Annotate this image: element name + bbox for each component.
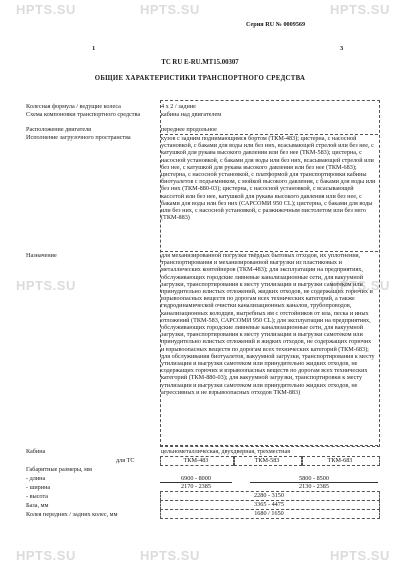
cabin-label: Кабина [26, 448, 46, 455]
page-number-right: 3 [340, 45, 344, 52]
cargo-value: кузов с задним поднимающимся бортом (ТКМ-483); цистерна, с насосной установкой, с баками для воды или без них, всасывающей стрелой или без нее, с катушкой для рукава высокого давления или без нее (ТКМ-583); цистерна, с насосной установкой, с баками для воды или без них, всасывающей стрелой или без нее, с катушкой для рукава высокого давления или без нее (ТКМ-683); цистерна, с насосной установкой, с платформой для транспортировки кабины биотуалетов с подъемником, с мойкой высокого давления, с баками для воды или без них (ТКМ-880-03); цистерна, с насосной установкой, с всасывающей кассетой или без нее, катушкой для рукава высокого давления или без нее, с баками для воды или без них (САРСОМИ 950 CL); цистерна, с баками для воды или без них, с насосной установкой, с разжижочным пистолетом или без него (ТКМ-883) [161, 135, 376, 222]
serial-number: Серия RU № 0009569 [246, 21, 306, 28]
watermark: HPTS.SU [330, 548, 390, 563]
layout-value: кабина над двигателем [161, 111, 222, 118]
wheel-formula-label: Колесная формула / ведущие колеса [26, 103, 121, 110]
watermark: HPTS.SU [330, 278, 390, 293]
model-name: ТКМ-683 [327, 457, 353, 464]
for-tc-label: для ТС [116, 457, 135, 464]
length-value: 5800 - 8500 [250, 475, 378, 483]
row-divider [160, 445, 378, 446]
cabin-value: цельнометаллическая, двухдверная, трехместная [161, 448, 291, 455]
layout-label: Схема компоновки транспортного средства [26, 111, 141, 118]
engine-label: Расположение двигателя [26, 126, 92, 133]
track-value: 1680 / 1650 [254, 510, 284, 517]
width-value: 2130 - 2385 [299, 483, 329, 490]
page-number-left: 1 [92, 45, 96, 52]
wheel-formula-value: 4 x 2 / задние [161, 103, 196, 110]
watermark: HPTS.SU [330, 2, 390, 17]
height-label: - высота [26, 493, 48, 500]
model-name: ТКМ-483 [183, 457, 209, 464]
purpose-label: Назначение [26, 252, 57, 259]
wheelbase-label: База, мм [26, 502, 49, 509]
cargo-label: Исполнение загрузочного пространства [26, 134, 131, 141]
length-label: - длина [26, 475, 46, 482]
engine-value: переднее продольное [161, 126, 217, 133]
watermark: HPTS.SU [16, 2, 76, 17]
wheelbase-value: 3365 - 4475 [254, 501, 284, 508]
purpose-value: для механизированной погрузки твёрдых бытовых отходов, их уплотнения, транспортирования и механизированной выгрузки из пластиковых и металлических контейнеров (ТКМ-483); для эксплуатации на предприятиях, обслуживающих городские ливневые канализационные сети, для вакуумной загрузки, транспортирования к месту утилизации и выгрузки самотеком или принудительно илистых отложений, жидких отходов, не содержащих горючих и взрывоопасных веществ по дорогам всех технических категорий, а также гидродинамической очистки канализационных каналов, трубопроводов, канализационных колодцев, выгребных ям с отстойников от ила, песка и иных отложений (ТКМ-583, САРСОМИ 950 CL); для эксплуатации на предприятиях, обслуживающих городские ливневые канализационные сети, для вакуумной загрузки, транспортирования к месту утилизации и выгрузки самотеком или принудительно илистых отложений и жидких отходов, не содержащих горючих и взрывоопасных веществ по дорогам всех технических категорий (ТКМ-683); для обслуживания биотуалетов, вакуумной загрузки, транспортирования к месту утилизации и выгрузки самотеком или принудительно жидких отходов, не содержащих горючих и взрывоопасных веществ по дорогам всех технических категорий (ТКМ-880-03); для вакуумной загрузки, транспортировки к месту утилизации и выгрузки самотеком или принудительно жидких отходов, не агрессивных и не взрывоопасных отходов ТКМ-883) [161, 252, 375, 396]
track-label: Колея передних / задних колес, мм [26, 511, 118, 518]
page-title: ОБЩИЕ ХАРАКТЕРИСТИКИ ТРАНСПОРТНОГО СРЕДСТВА [94, 75, 306, 82]
document-number: TC RU E-RU.MT15.00307 [161, 59, 239, 66]
height-value: 2280 - 3150 [254, 492, 284, 499]
dimensions-label: Габаритные размеры, мм [26, 466, 92, 473]
length-value: 6900 - 8000 [160, 475, 232, 483]
model-name: ТКМ-583 [254, 457, 280, 464]
watermark: HPTS.SU [140, 548, 200, 563]
watermark: HPTS.SU [16, 548, 76, 563]
width-label: - ширина [26, 484, 51, 491]
watermark: HPTS.SU [16, 278, 76, 293]
watermark: HPTS.SU [140, 2, 200, 17]
width-value: 2170 - 2385 [181, 483, 211, 490]
